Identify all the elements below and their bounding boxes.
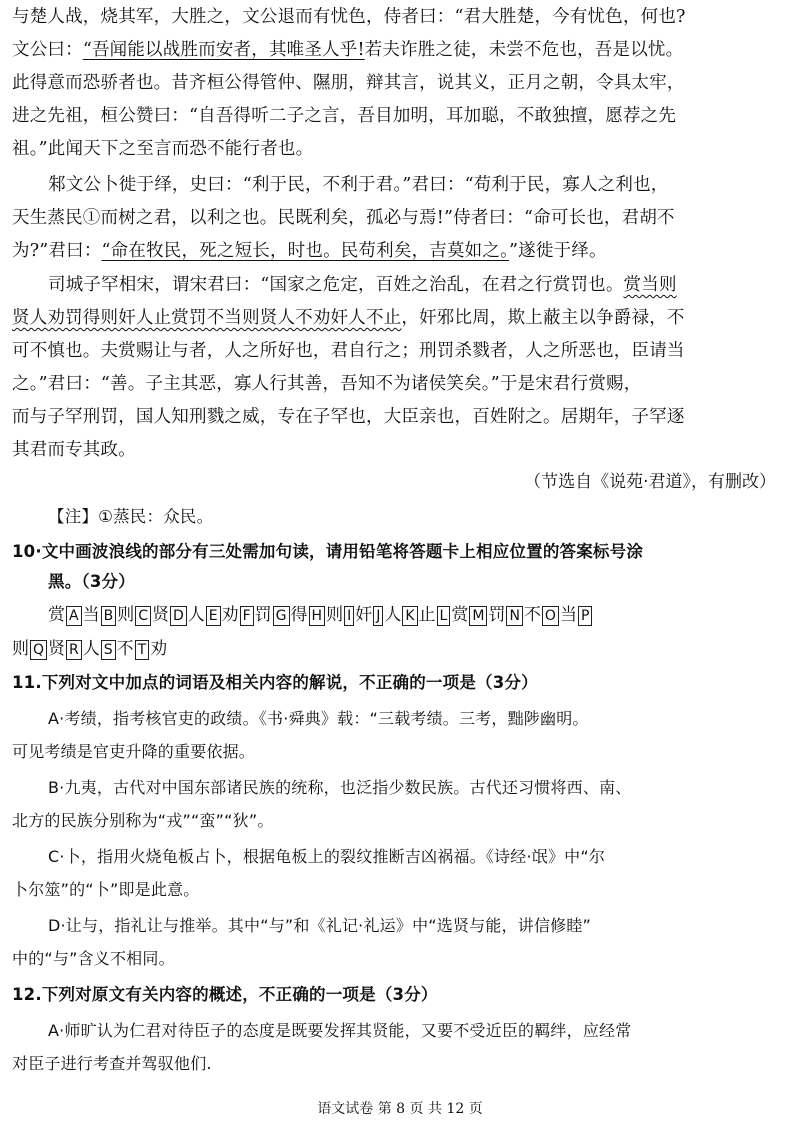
wavy-underlined-text: 贤人劝罚得则奸人止赏罚不当则贤人不劝奸人不止: [12, 308, 402, 328]
source-citation: （节选自《说苑·君道》，有删改）: [524, 472, 776, 492]
passage-line: [12, 236, 792, 266]
question-11-stem: 11.下列对文中加点的词语及相关内容的解说，不正确的一项是（3分）: [12, 673, 538, 692]
option-char: 则: [326, 605, 344, 625]
answer-option-box[interactable]: F: [240, 606, 254, 626]
option-char: 不: [116, 639, 134, 659]
passage-text: 若夫诈胜之徒，未尝不危也，吾是以忧。: [364, 40, 684, 60]
answer-option-box[interactable]: T: [135, 640, 150, 660]
answer-option-box[interactable]: C: [135, 606, 151, 626]
option-char: 劝: [150, 639, 168, 659]
option-char: 贤: [48, 639, 66, 659]
passage-text: ”遂徙于绎。: [509, 241, 607, 261]
option-char: 罚: [254, 605, 272, 625]
page-footer: 语文试卷 第 8 页 共 12 页: [317, 1101, 483, 1117]
answer-option-box[interactable]: M: [469, 606, 487, 626]
answer-option-box[interactable]: S: [101, 640, 116, 660]
underlined-sentence: “命在牧民，死之短长，时也。民苟利矣，吉莫如之。: [101, 241, 510, 261]
option-char: 当: [559, 605, 577, 625]
option-char: 人: [384, 605, 402, 625]
question-10-stem: 10·文中画波浪线的部分有三处需加句读，请用铅笔将答题卡上相应位置的答案标号涂: [12, 542, 644, 561]
answer-option-box[interactable]: O: [542, 606, 559, 626]
option-c: C·卜，指用火烧龟板占卜，根据龟板上的裂纹推断吉凶祸福。《诗经·氓》中“尔: [48, 847, 606, 866]
option-a-cont: 对臣子进行考查并驾驭他们.: [12, 1054, 212, 1073]
answer-option-box[interactable]: N: [506, 606, 522, 626]
option-c-cont: 卜尔筮”的“卜”即是此意。: [12, 880, 200, 899]
option-char: 赏: [48, 605, 65, 625]
option-d: D·让与，指礼让与推举。其中“与”和《礼记·礼运》中“选贤与能，讲信修睦”: [48, 916, 592, 935]
passage-line: 而与子罕刑罚，国人知刑戮之威，专在子罕也，大臣亲也，百姓附之。居期年，子罕逐: [12, 407, 685, 427]
passage-line: 与楚人战，烧其军，大胜之，文公退而有忧色，侍者曰：“君大胜楚，今有忧色，何也?: [12, 7, 686, 27]
passage-line: 此得意而恐骄者也。昔齐桓公得管仲、隰朋，辩其言，说其义，正月之朝，令具太牢，: [12, 73, 685, 93]
option-char: 当: [82, 605, 100, 625]
option-b: B·九夷，古代对中国东部诸民族的统称，也泛指少数民族。古代还习惯将西、南、: [48, 778, 632, 797]
option-a: A·师旷认为仁君对待臣子的态度是既要发挥其贤能，又要不受近臣的羁绊，应经常: [48, 1021, 632, 1040]
passage-line: [48, 270, 792, 300]
answer-option-box[interactable]: Q: [30, 640, 47, 660]
wavy-underlined-text: 赏当则: [623, 275, 677, 295]
passage-line: [12, 35, 792, 65]
passage-line: [12, 303, 792, 333]
answer-option-box[interactable]: J: [373, 606, 383, 626]
option-char: 止: [418, 605, 436, 625]
option-char: 劝: [221, 605, 239, 625]
option-char: 则: [12, 639, 29, 659]
option-char: 奸: [355, 605, 373, 625]
question-12-stem: 12.下列对原文有关内容的概述，不正确的一项是（3分）: [12, 985, 438, 1004]
passage-text: 文公曰：: [12, 40, 83, 60]
option-char: 赏: [451, 605, 469, 625]
option-b-cont: 北方的民族分别称为“戎”“蛮”“狄”。: [12, 811, 274, 830]
answer-option-box[interactable]: P: [578, 606, 592, 626]
option-char: 得: [290, 605, 308, 625]
passage-line: 其君而专其政。: [12, 440, 136, 460]
option-char: 人: [82, 639, 100, 659]
option-char: 人: [187, 605, 205, 625]
passage-text: ，奸邪比周，欺上蔽主以争爵禄，不: [401, 308, 685, 328]
option-d-cont: 中的“与”含义不相同。: [12, 949, 175, 968]
underlined-sentence: “吾闻能以战胜而安者，其唯圣人乎!: [82, 40, 365, 60]
option-a-cont: 可见考绩是官吏升降的重要依据。: [12, 742, 256, 761]
footnote: 【注】①蒸民：众民。: [48, 507, 214, 526]
answer-option-box[interactable]: A: [66, 606, 82, 626]
passage-text: 司城子罕相宋，谓宋君曰：“国家之危定，百姓之治乱，在君之行赏罚也。: [48, 275, 624, 295]
answer-options-row-1: [48, 600, 792, 630]
question-10-stem: 黑。（3分）: [48, 572, 135, 591]
passage-line: 天生蒸民①而树之君，以利之也。民既利矣，孤必与焉!”侍者曰：“命可长也，君胡不: [12, 208, 675, 228]
option-char: 则: [117, 605, 135, 625]
option-char: 罚: [488, 605, 506, 625]
answer-option-box[interactable]: B: [101, 606, 117, 626]
passage-line: 邾文公卜徙于绎，史曰：“利于民，不利于君。”君曰：“苟利于民，寡人之利也，: [48, 175, 669, 195]
answer-option-box[interactable]: K: [402, 606, 417, 626]
passage-line: 祖。”此闻天下之至言而恐不能行者也。: [12, 139, 314, 159]
answer-option-box[interactable]: E: [206, 606, 221, 626]
passage-line: 之。”君曰：“善。子主其恶，寡人行其善，吾知不为诸侯笑矣。”于是宋君行赏赐，: [12, 374, 642, 394]
answer-option-box[interactable]: R: [66, 640, 82, 660]
passage-line: 可不慎也。夫赏赐让与者，人之所好也，君自行之；刑罚杀戮者，人之所恶也，臣请当: [12, 341, 685, 361]
passage-line: 进之先祖，桓公赞曰：“自吾得听二子之言，吾目加明，耳加聪，不敢独擅，愿荐之先: [12, 106, 677, 126]
answer-options-row-2: [12, 634, 756, 664]
answer-option-box[interactable]: H: [309, 606, 326, 626]
answer-option-box[interactable]: L: [437, 606, 451, 626]
answer-option-box[interactable]: D: [170, 606, 187, 626]
option-a: A·考绩，指考核官吏的政绩。《书·舜典》载：“三载考绩。三考，黜陟幽明。: [48, 709, 589, 728]
answer-option-box[interactable]: G: [273, 606, 290, 626]
passage-text: 为?”君曰：: [12, 241, 102, 261]
answer-option-box[interactable]: I: [344, 606, 354, 626]
option-char: 贤: [151, 605, 169, 625]
option-char: 不: [523, 605, 541, 625]
